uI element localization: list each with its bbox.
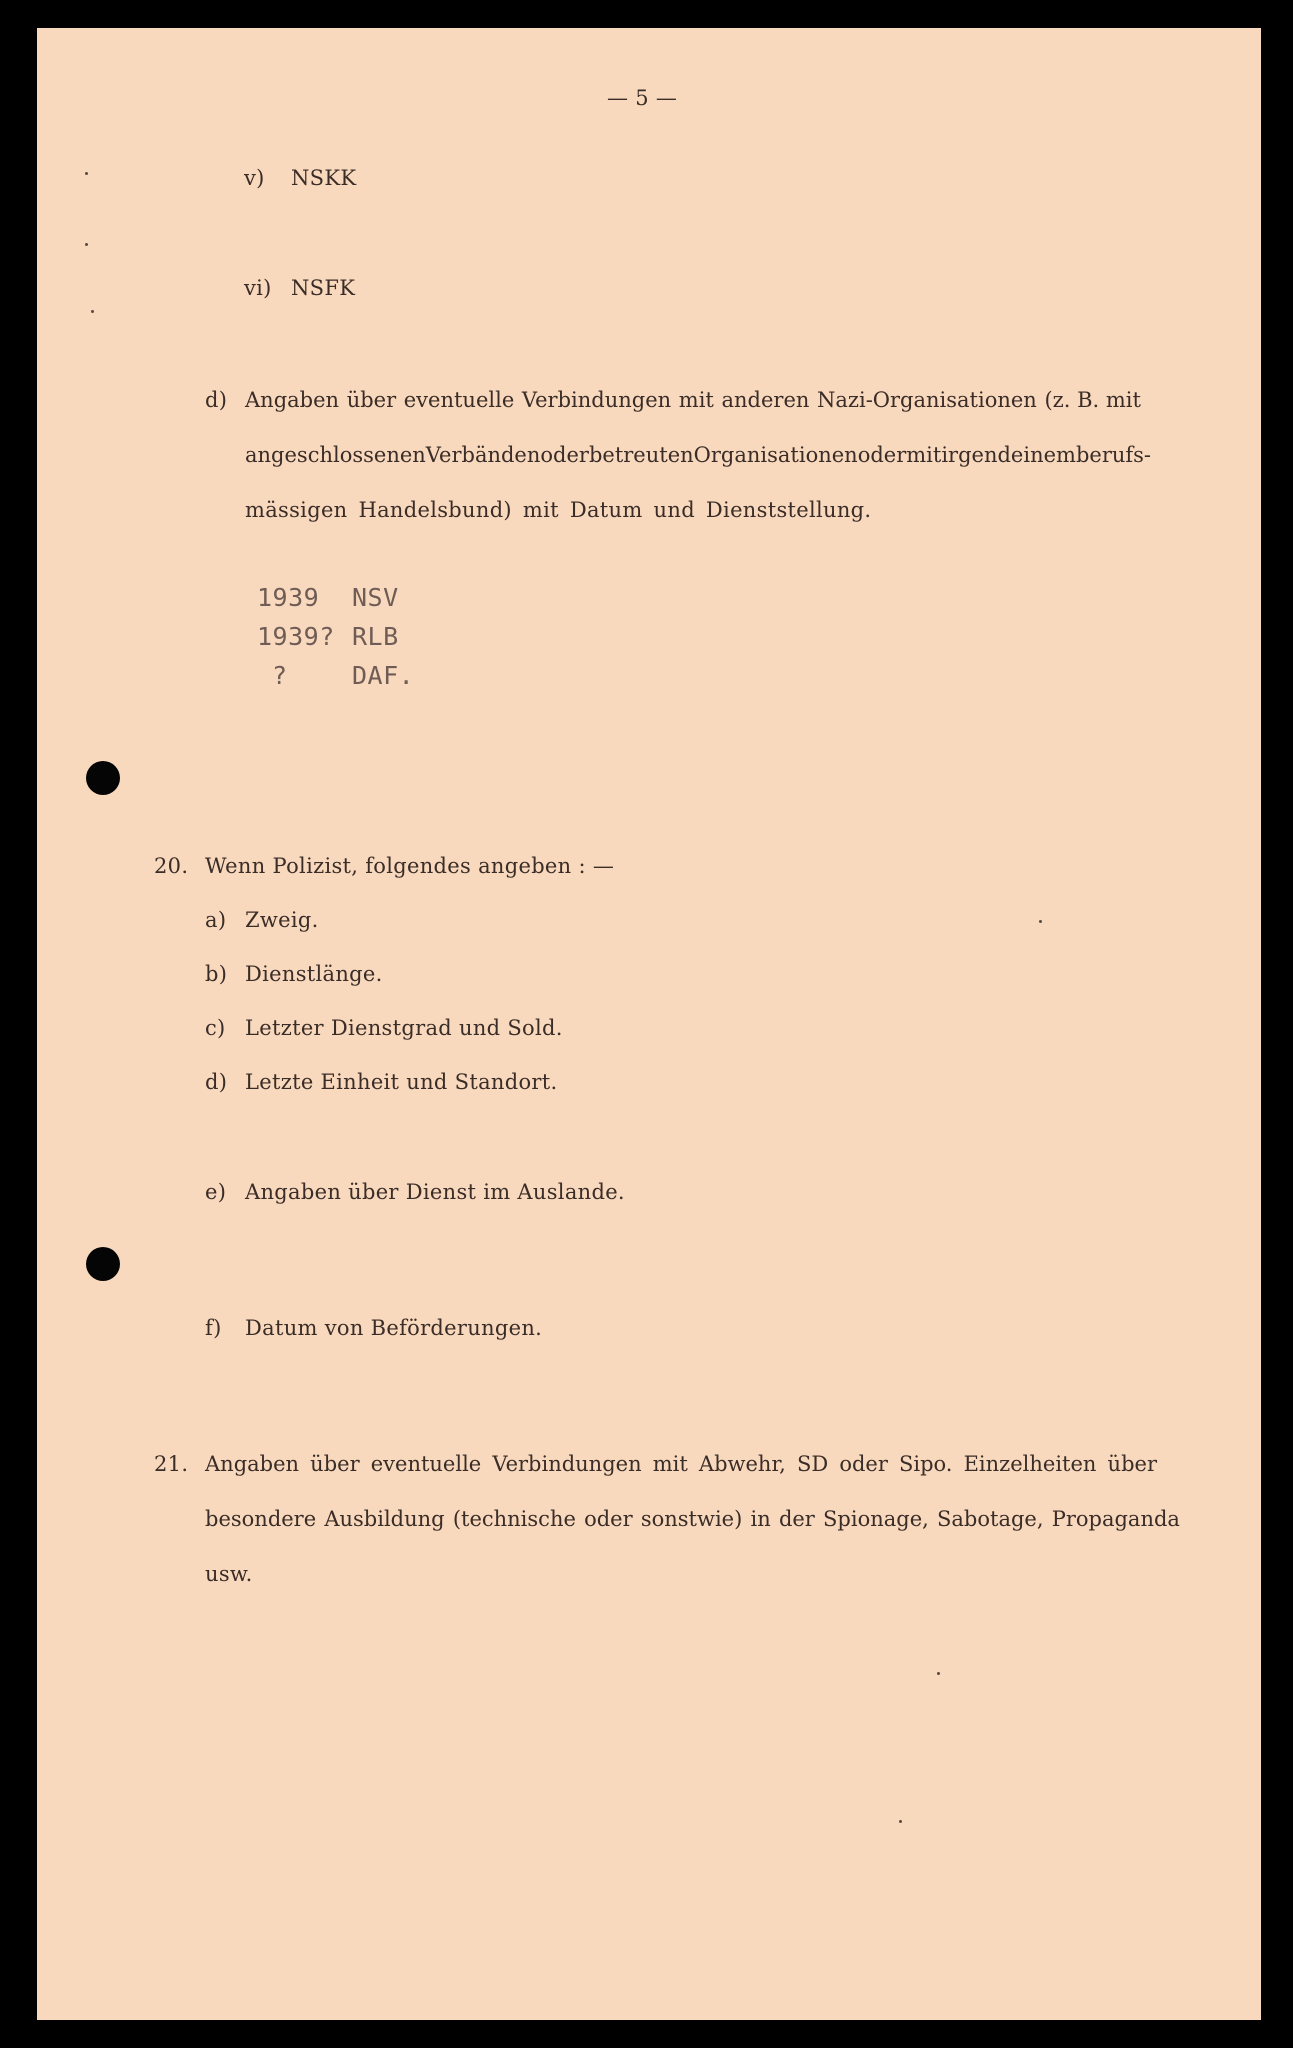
typed-year-3: ? — [272, 661, 288, 690]
question-21-line-3: usw. — [205, 1562, 253, 1586]
typed-year-2: 1939? — [257, 622, 335, 651]
word: Angaben — [205, 1452, 300, 1476]
word: sonstwie) — [640, 1507, 743, 1531]
word: irgendeinem — [941, 443, 1076, 467]
word: oder — [857, 443, 907, 467]
word: eventuelle — [403, 388, 515, 412]
word: Verbindungen — [521, 388, 672, 412]
item-vi-label: vi) — [244, 276, 272, 300]
question-21-line-1 — [205, 1452, 1157, 1476]
document-page — [37, 28, 1261, 2020]
paper-speck — [1039, 920, 1042, 923]
word: SD — [796, 1452, 829, 1476]
typed-org-2: RLB — [352, 622, 399, 651]
word: oder — [584, 1507, 633, 1531]
typed-org-1: NSV — [352, 583, 399, 612]
item-d-line-2 — [245, 443, 1152, 467]
question-21-number: 21. — [154, 1452, 189, 1476]
word: Organisationen — [693, 443, 858, 467]
word: über — [310, 1452, 360, 1476]
word: Einzelheiten — [963, 1452, 1097, 1476]
word: mit — [652, 1452, 688, 1476]
punch-hole-top — [86, 761, 120, 795]
word: Nazi-Organisationen — [817, 388, 1037, 412]
word: über — [346, 388, 397, 412]
word: Verbänden — [425, 443, 541, 467]
word: (technische — [452, 1507, 576, 1531]
q20-a-text: Zweig. — [245, 908, 319, 932]
word: besondere — [205, 1507, 317, 1531]
word: angeschlossenen — [245, 443, 426, 467]
item-v-label: v) — [244, 166, 265, 190]
word: berufs- — [1075, 443, 1152, 467]
q20-b-label: b) — [205, 962, 228, 986]
paper-speck — [937, 1672, 940, 1675]
q20-a-label: a) — [205, 908, 227, 932]
word: Ausbildung — [324, 1507, 445, 1531]
paper-speck — [899, 1820, 902, 1823]
word: oder — [540, 443, 589, 467]
typed-org-3: DAF. — [352, 661, 415, 690]
word: Propaganda — [1051, 1507, 1180, 1531]
q20-d-label: d) — [205, 1070, 228, 1094]
q20-c-text: Letzter Dienstgrad und Sold. — [245, 1016, 563, 1040]
word: eventuelle — [370, 1452, 482, 1476]
word: Spionage, — [823, 1507, 929, 1531]
q20-f-label: f) — [205, 1316, 222, 1340]
word: Abwehr, — [698, 1452, 786, 1476]
word: oder — [839, 1452, 888, 1476]
word: Sabotage, — [937, 1507, 1044, 1531]
q20-e-text: Angaben über Dienst im Auslande. — [245, 1180, 625, 1204]
item-v-text: NSKK — [291, 166, 357, 190]
word: mit — [678, 388, 714, 412]
typed-year-1: 1939 — [257, 583, 320, 612]
q20-f-text: Datum von Beförderungen. — [245, 1316, 543, 1340]
word: in — [750, 1507, 771, 1531]
question-20-number: 20. — [154, 854, 189, 878]
q20-c-label: c) — [205, 1016, 226, 1040]
punch-hole-bottom — [86, 1247, 120, 1281]
q20-e-label: e) — [205, 1180, 227, 1204]
word: betreuten — [588, 443, 694, 467]
page-number: — 5 — — [607, 86, 678, 110]
q20-b-text: Dienstlänge. — [245, 962, 383, 986]
paper-speck — [85, 243, 88, 246]
word: anderen — [721, 388, 810, 412]
item-vi-text: NSFK — [291, 276, 356, 300]
word: (z. B. mit — [1044, 388, 1141, 412]
word: Verbindungen — [492, 1452, 642, 1476]
paper-speck — [85, 172, 88, 175]
word: Sipo. — [898, 1452, 953, 1476]
word: Angaben — [245, 388, 340, 412]
q20-d-text: Letzte Einheit und Standort. — [245, 1070, 558, 1094]
question-21-line-2 — [205, 1507, 1180, 1531]
word: mit — [906, 443, 942, 467]
item-d-label: d) — [205, 388, 228, 412]
question-20-text: Wenn Polizist, folgendes angeben : — — [205, 854, 615, 878]
word: der — [778, 1507, 815, 1531]
item-d-line-1 — [245, 388, 1141, 412]
item-d-line-3: mässigen Handelsbund) mit Datum und Dienststellung. — [245, 498, 872, 522]
paper-speck — [91, 310, 94, 313]
word: über — [1107, 1452, 1157, 1476]
